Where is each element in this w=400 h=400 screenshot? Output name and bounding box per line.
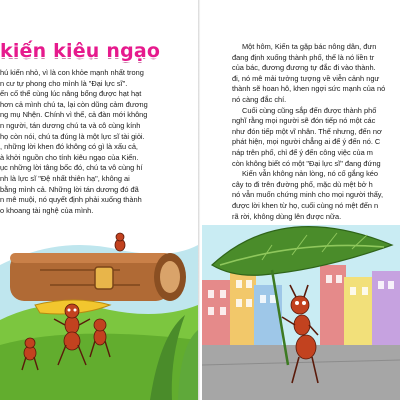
paragraph [232, 42, 400, 106]
ants-on-log-illustration [0, 225, 198, 400]
text-line: nó vẫn muốn chứng minh cho mọi người thấy, [232, 190, 383, 200]
text-line: đi, nó mê mải tưởng tượng về viễn cảnh ngư [232, 73, 380, 83]
text-line: thành sẽ hoan hô, khen ngợi sức mạnh của nó [232, 84, 386, 94]
text-line: Cuối cùng cũng sắp đến được thành phố [242, 105, 377, 115]
ant-with-leaf-in-city-illustration [202, 225, 400, 400]
text-line: cây to đi trên đường phố, mặc dù mệt bở h [232, 179, 373, 189]
text-line: nó càng đắc chí. [232, 94, 287, 104]
text-line: được lời khen từ họ, cuối cùng nó mệt đến n [232, 200, 379, 210]
right-page-text [232, 42, 400, 222]
text-line: bằng mình cả. Những lời tán dương đó đã [0, 184, 139, 194]
story-title: kiến kiêu ngạo [0, 40, 161, 62]
text-line: náp trên phố, chỉ để ý đến công việc của m [232, 147, 373, 157]
text-line: hơn cả mình chú ta, lại còn dũng cảm đương [0, 99, 148, 109]
paragraph [0, 89, 196, 142]
text-line: ục những lời tâng bốc đó, chú ta vô cùng hí [0, 163, 143, 173]
left-illustration [0, 225, 198, 400]
text-line: phát hiện, mọi người chẳng ai để ý đến nó. C [232, 137, 381, 147]
left-page-text [0, 68, 196, 216]
text-line: Một hôm, Kiến ta gặp bác nông dân, đưn [242, 42, 377, 51]
text-line: của bác, đương đương tự đắc đi vào thành. [232, 63, 376, 73]
text-line: n cư tự phong cho mình là "Đại lực sĩ". [0, 78, 128, 88]
text-line: nh là lực sĩ "Đệ nhất thiên hạ", không ai [0, 173, 130, 183]
paragraph [0, 142, 196, 163]
text-line: như đón tiếp một vĩ nhân. Thế nhưng, đến nơ [232, 126, 382, 136]
text-line: rã rời, không dùng lên được nữa. [232, 211, 342, 221]
text-line: đang định xuống thành phố, thế là nó liền tr [232, 52, 375, 62]
right-illustration [202, 225, 400, 400]
text-line: hú kiến nhỏ, vì là con khỏe mạnh nhất trong [0, 68, 144, 77]
text-line: , những lời khen đó không có gì là xấu cả, [0, 142, 138, 152]
text-line: ến cố thể cùng lúc nâng bổng được hạt hạt [0, 89, 142, 99]
paragraph [232, 169, 400, 222]
text-line: o khoang tài nghệ của mình. [0, 205, 94, 215]
text-line: ng mụ Nhện. Chính vì thế, cả đàn mới không [0, 110, 148, 120]
text-line: họ còn nói, chú ta đúng là một lực sĩ tài giỏi. [0, 131, 145, 141]
text-line: nghĩ rằng mọi người sẽ đón tiếp nó một các [232, 116, 376, 126]
paragraph [0, 68, 196, 89]
text-line: n mê muội, nó quyết định phải xuống thành [0, 195, 142, 205]
paragraph [0, 163, 196, 216]
paragraph [232, 106, 400, 170]
text-line: n người, tán dương chú ta và cô cùng kính [0, 120, 141, 130]
text-line: còn không biết có một "Đại lực sĩ" đang đứng [232, 158, 381, 168]
text-line: Kiến vẫn không nản lòng, nó cố gắng kéo [242, 169, 379, 179]
text-line: à khởi nguồn cho tính kiêu ngạo của Kiến. [0, 152, 139, 162]
